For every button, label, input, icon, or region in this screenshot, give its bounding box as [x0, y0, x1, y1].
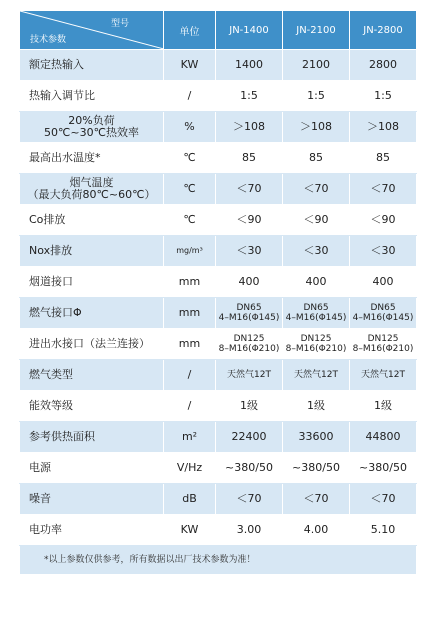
- unit-header: 单位: [164, 11, 216, 50]
- value-cell: 2100: [283, 50, 350, 81]
- unit-cell: ℃: [164, 143, 216, 174]
- param-name: 额定热输入: [20, 50, 164, 81]
- value-line1: DN125: [300, 334, 332, 344]
- value-cell: ＜90: [283, 205, 350, 236]
- value-cell: 天然气12T: [350, 360, 417, 391]
- unit-cell: /: [164, 81, 216, 112]
- param-name: 进出水接口（法兰连接）: [20, 329, 164, 360]
- value-cell: 1级: [350, 391, 417, 422]
- value-cell: 22400: [216, 422, 283, 453]
- value-cell: ＞108: [350, 112, 417, 143]
- value-cell: [350, 298, 417, 329]
- table-row: [20, 298, 417, 329]
- spec-table: [19, 10, 417, 575]
- value-line1: DN65: [370, 303, 396, 313]
- param-name: [20, 174, 164, 205]
- table-row: [20, 391, 417, 422]
- unit-cell: mg/m³: [164, 236, 216, 267]
- value-cell: 5.10: [350, 515, 417, 546]
- value-cell: 4.00: [283, 515, 350, 546]
- model-header: JN-2100: [283, 11, 350, 50]
- value-cell: ~380/50: [283, 453, 350, 484]
- value-cell: ＜70: [216, 484, 283, 515]
- unit-cell: KW: [164, 515, 216, 546]
- value-cell: ＜70: [216, 174, 283, 205]
- value-cell: 1级: [216, 391, 283, 422]
- unit-cell: /: [164, 391, 216, 422]
- param-name: 能效等级: [20, 391, 164, 422]
- value-cell: 400: [216, 267, 283, 298]
- value-cell: 天然气12T: [283, 360, 350, 391]
- table-row: [20, 329, 417, 360]
- table-row: [20, 81, 417, 112]
- value-line2: 8–M16(Φ210): [352, 344, 414, 354]
- unit-cell: mm: [164, 298, 216, 329]
- value-cell: ＜70: [350, 484, 417, 515]
- value-cell: 1400: [216, 50, 283, 81]
- table-row: [20, 360, 417, 391]
- table-row: [20, 267, 417, 298]
- value-cell: [216, 298, 283, 329]
- unit-cell: %: [164, 112, 216, 143]
- param-name: 烟道接口: [20, 267, 164, 298]
- table-row: [20, 453, 417, 484]
- value-cell: 1:5: [283, 81, 350, 112]
- unit-cell: ℃: [164, 205, 216, 236]
- value-cell: ＜30: [283, 236, 350, 267]
- value-cell: 1:5: [216, 81, 283, 112]
- value-cell: ＜30: [216, 236, 283, 267]
- param-label: 技术参数: [30, 35, 67, 45]
- value-cell: ＜70: [283, 174, 350, 205]
- param-name: 电源: [20, 453, 164, 484]
- param-name: [20, 112, 164, 143]
- value-cell: ＜90: [216, 205, 283, 236]
- param-name: Co排放: [20, 205, 164, 236]
- model-label: 型号: [110, 19, 129, 29]
- value-cell: 3.00: [216, 515, 283, 546]
- footnote: *以上参数仅供参考，所有数据以出厂技术参数为准！: [20, 546, 417, 575]
- value-cell: ＜70: [350, 174, 417, 205]
- value-cell: ＞108: [216, 112, 283, 143]
- value-line1: DN125: [233, 334, 265, 344]
- model-header: JN-2800: [350, 11, 417, 50]
- unit-cell: KW: [164, 50, 216, 81]
- value-cell: ＜30: [350, 236, 417, 267]
- unit-cell: dB: [164, 484, 216, 515]
- value-cell: 85: [283, 143, 350, 174]
- value-cell: 天然气12T: [216, 360, 283, 391]
- value-cell: ＜90: [350, 205, 417, 236]
- unit-cell: mm: [164, 267, 216, 298]
- param-name: 燃气接口Φ: [20, 298, 164, 329]
- unit-cell: /: [164, 360, 216, 391]
- table-row: [20, 484, 417, 515]
- value-line2: 4–M16(Φ145): [218, 313, 280, 323]
- param-name: 最高出水温度*: [20, 143, 164, 174]
- table-row: [20, 236, 417, 267]
- table-row: [20, 422, 417, 453]
- value-cell: 85: [350, 143, 417, 174]
- param-name: 电功率: [20, 515, 164, 546]
- unit-cell: V/Hz: [164, 453, 216, 484]
- value-line1: DN65: [303, 303, 329, 313]
- value-cell: [283, 329, 350, 360]
- table-row: [20, 143, 417, 174]
- value-cell: ~380/50: [350, 453, 417, 484]
- param-name-line1: 20%负荷: [68, 114, 115, 127]
- param-name-line1: 烟气温度: [69, 176, 114, 189]
- value-cell: 85: [216, 143, 283, 174]
- value-cell: ＜70: [283, 484, 350, 515]
- unit-cell: ℃: [164, 174, 216, 205]
- value-cell: ＞108: [283, 112, 350, 143]
- value-cell: [216, 329, 283, 360]
- value-line1: DN125: [367, 334, 399, 344]
- table-row: [20, 515, 417, 546]
- value-cell: 1级: [283, 391, 350, 422]
- header-row: [20, 11, 417, 50]
- value-line2: 4–M16(Φ145): [285, 313, 347, 323]
- value-cell: 400: [350, 267, 417, 298]
- table-row: [20, 205, 417, 236]
- header-corner-cell: [20, 11, 164, 50]
- value-cell: [350, 329, 417, 360]
- value-cell: [283, 298, 350, 329]
- value-line2: 4–M16(Φ145): [352, 313, 414, 323]
- table-row: [20, 50, 417, 81]
- param-name: 热输入调节比: [20, 81, 164, 112]
- value-cell: ~380/50: [216, 453, 283, 484]
- param-name: 噪音: [20, 484, 164, 515]
- value-line1: DN65: [236, 303, 262, 313]
- param-name-line2: （最大负荷80℃~60℃）: [27, 188, 156, 201]
- table-row: [20, 112, 417, 143]
- value-cell: 44800: [350, 422, 417, 453]
- value-line2: 8–M16(Φ210): [218, 344, 280, 354]
- footnote-row: [20, 546, 417, 575]
- param-name-line2: 50℃~30℃热效率: [44, 126, 139, 139]
- value-cell: 33600: [283, 422, 350, 453]
- unit-cell: mm: [164, 329, 216, 360]
- param-name: 参考供热面积: [20, 422, 164, 453]
- value-cell: 2800: [350, 50, 417, 81]
- param-name: 燃气类型: [20, 360, 164, 391]
- value-cell: 1:5: [350, 81, 417, 112]
- value-cell: 400: [283, 267, 350, 298]
- param-name: Nox排放: [20, 236, 164, 267]
- unit-cell: m²: [164, 422, 216, 453]
- table-row: [20, 174, 417, 205]
- model-header: JN-1400: [216, 11, 283, 50]
- value-line2: 8–M16(Φ210): [285, 344, 347, 354]
